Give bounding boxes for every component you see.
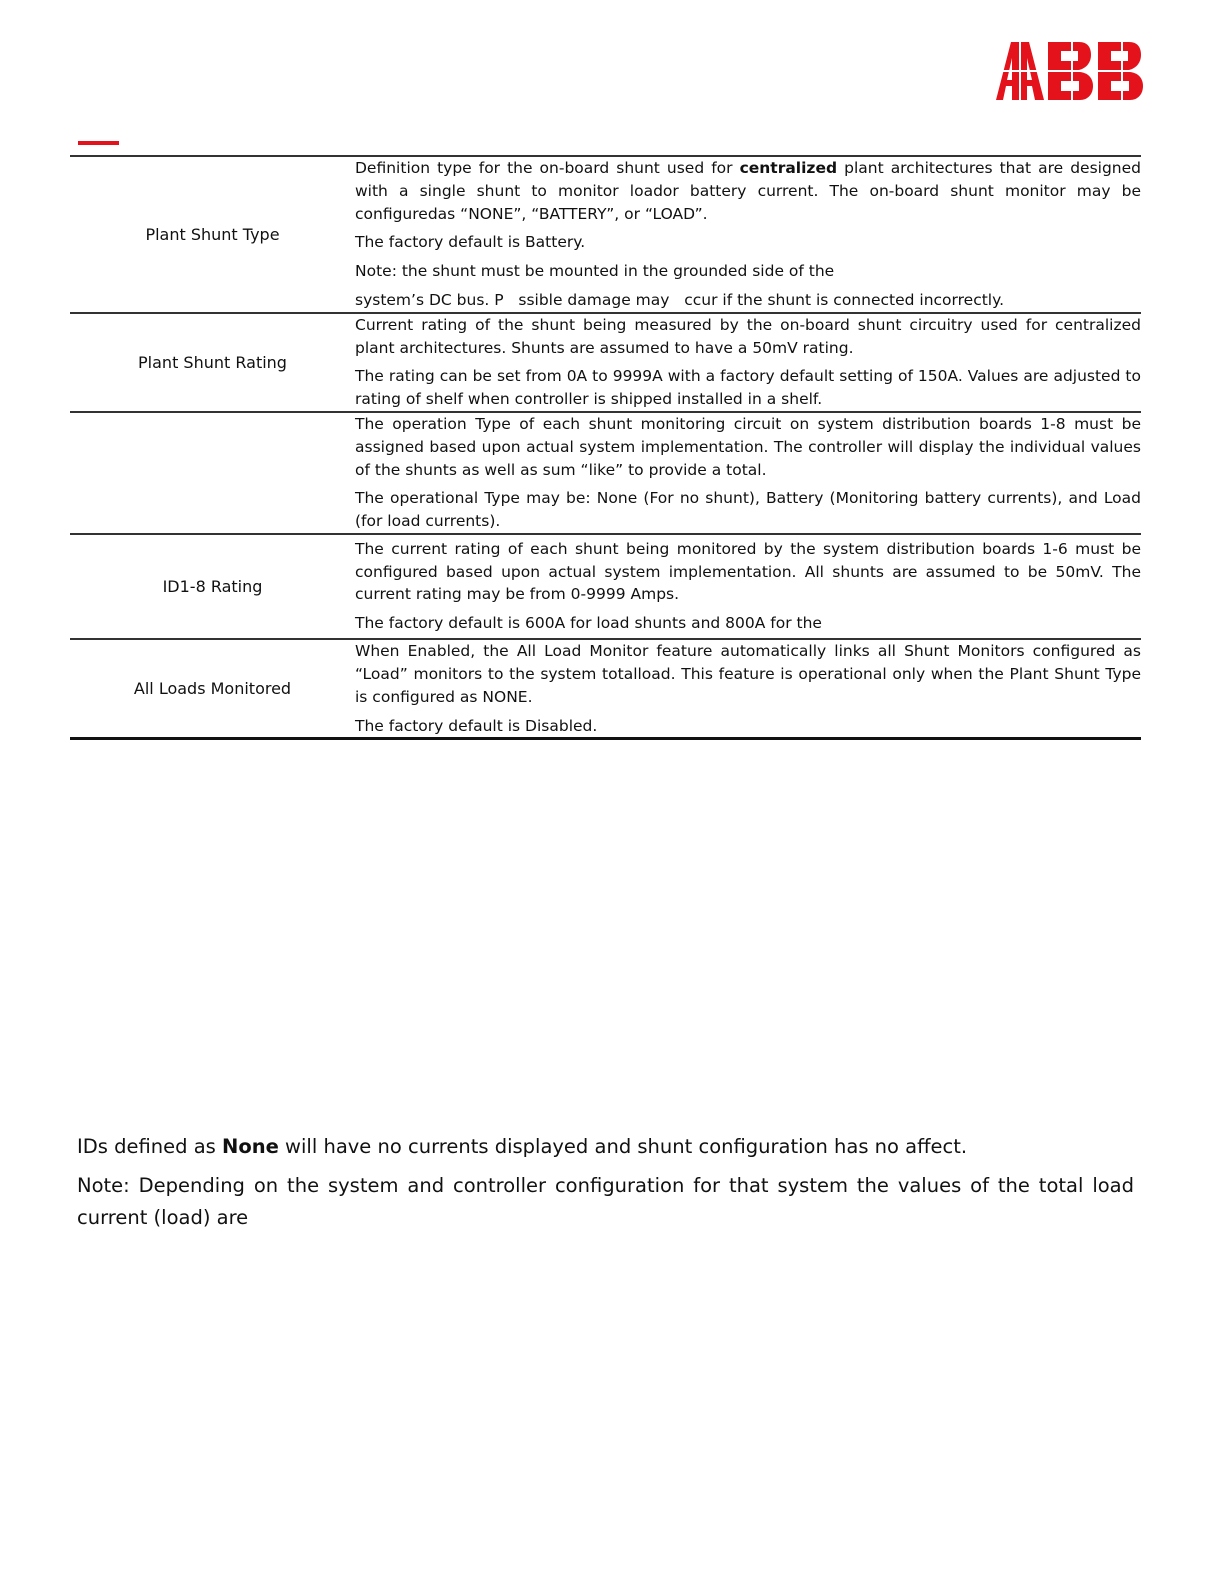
description-paragraph: Current rating of the shunt being measured by the on-board shunt circuitry used for centralized plant architectures. Shunts are assumed to have a 50mV rating.	[355, 315, 1141, 357]
table-row	[70, 639, 1141, 739]
description-paragraph: The factory default is Disabled.	[355, 716, 598, 735]
header-accent-bar	[78, 141, 119, 145]
description-paragraph: Note: the shunt must be mounted in the grounded side of the	[355, 262, 835, 281]
description-paragraph: The rating can be set from 0A to 9999A with a factory default setting of 150A. Values are adjusted to rating of shelf when controller is shipped installed in a shelf.	[355, 367, 1141, 409]
description-paragraph: The factory default is 600A for load shunts and 800A for the	[355, 614, 822, 633]
parameter-description	[355, 156, 1141, 313]
parameter-description	[355, 639, 1141, 739]
description-paragraph: The current rating of each shunt being monitored by the system distribution boards 1-6 must be configured based upon actual system implementation. All shunts are assumed to be 50mV. The current rating may be from 0-9999 Amps.	[355, 539, 1141, 604]
abb-logo	[994, 40, 1154, 102]
parameter-name: Plant Shunt Type	[145, 224, 280, 244]
table-row	[70, 156, 1141, 313]
parameter-table	[70, 155, 1141, 740]
parameter-name	[70, 412, 355, 534]
parameter-description	[355, 534, 1141, 639]
table-row	[70, 313, 1141, 412]
description-paragraph: The operational Type may be: None (For no shunt), Battery (Monitoring battery currents), and Load (for load currents).	[355, 489, 1141, 531]
parameter-description	[355, 313, 1141, 412]
table-row	[70, 534, 1141, 639]
description-paragraph: system’s DC bus. P ssible damage may ccur if the shunt is connected incorrectly.	[355, 290, 1004, 309]
parameter-description	[355, 412, 1141, 534]
table-row	[70, 412, 1141, 534]
note-line: IDs defined as None will have no currents displayed and shunt configuration has no affect.	[77, 1135, 968, 1158]
description-paragraph: When Enabled, the All Load Monitor feature automatically links all Shunt Monitors configured as “Load” monitors to the system totalload. This feature is operational only when the Plant Shunt Type is configured as NONE.	[355, 642, 1141, 706]
description-paragraph: The factory default is Battery.	[355, 233, 586, 252]
note-line: Note: Depending on the system and controller configuration for that system the values of the total load current (load) are	[77, 1174, 1134, 1229]
description-paragraph: Definition type for the on-board shunt used for centralized plant architectures that are designed with a single shunt to monitor loador battery current. The on-board shunt monitor may be configuredas “NONE”, “BATTERY”, or “LOAD”.	[355, 159, 1141, 223]
parameter-name: ID1-8 Rating	[162, 576, 263, 596]
parameter-name: All Loads Monitored	[133, 679, 292, 699]
description-paragraph: The operation Type of each shunt monitoring circuit on system distribution boards 1-8 must be assigned based upon actual system implementation. The controller will display the individual values of the shunts as well as sum “like” to provide a total.	[355, 414, 1141, 479]
parameter-name: Plant Shunt Rating	[138, 352, 287, 372]
notes-section	[77, 1131, 1134, 1241]
